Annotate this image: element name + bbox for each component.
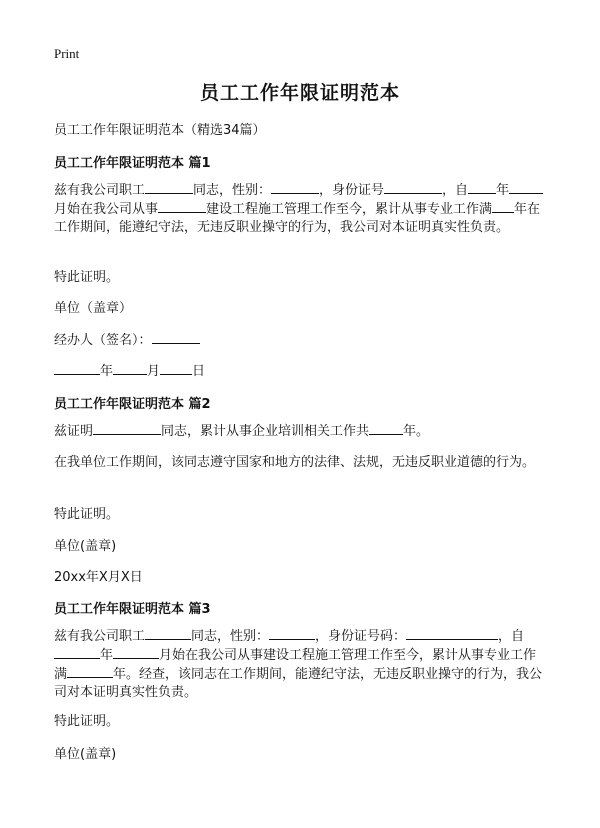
section-1-unit-seal: 单位（盖章） [54,301,133,316]
section-3-certify: 特此证明。 [54,714,120,729]
section-3-heading: 员工工作年限证明范本 篇3 [54,602,211,617]
section-2-certify: 特此证明。 [54,507,120,522]
section-2-date: 20xx年X月X日 [54,570,143,585]
document-subtitle: 员工工作年限证明范本（精选34篇） [54,123,266,138]
section-1-heading: 员工工作年限证明范本 篇1 [54,156,211,171]
section-3-body: 兹有我公司职工 同志，性别： ，身份证号码： ，自年 月始在我公司从事建设工程施工管理工作至今，累计从事专业工作满 年。经查，该同志在工作期间，能遵纪守法，无违反职业操守的行为，我公司对本证明真实性负责。 [54,629,543,700]
document-title: 员工工作年限证明范本 [199,82,400,104]
section-2-unit-seal: 单位(盖章) [54,539,117,554]
section-2-heading: 员工工作年限证明范本 篇2 [54,397,211,412]
section-2-conduct: 在我单位工作期间，该同志遵守国家和地方的法律、法规，无违反职业道德的行为。 [54,455,536,470]
section-3-unit-seal: 单位(盖章) [54,747,117,762]
section-2-body: 兹证明 同志，累计从事企业培训相关工作共 年。 [54,424,430,439]
section-1-body: 兹有我公司职工 同志，性别： ，身份证号 ，自 年月始在我公司从事 建设工程施工管理工作至今，累计从事专业工作满 年在工作期间，能遵纪守法，无违反职业操守的行为，我公司对本证明真实性负责。 [54,181,549,237]
print-label: Print [54,46,80,61]
section-1-certify: 特此证明。 [54,270,120,285]
section-1-handler: 经办人（签名）： [54,329,200,348]
section-1-date: 年 月 日 [54,360,205,379]
